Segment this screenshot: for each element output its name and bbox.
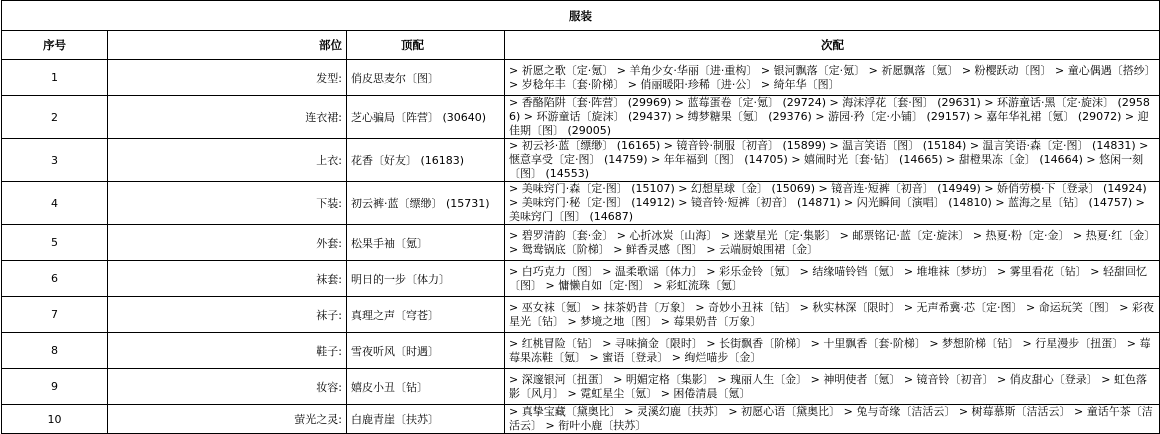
table-row	[2, 369, 1160, 405]
table-row	[2, 139, 1160, 182]
row-sub: > 真挚宝藏〔黛奥比〕 > 灵溪幻鹿〔扶苏〕 > 初愿心语〔黛奥比〕 > 兔与奇缘〔洁活云〕 > 树莓慕斯〔洁活云〕 > 童话午茶〔洁活云〕 > 衔叶小鹿〔扶苏〕	[505, 405, 1160, 434]
row-num: 3	[2, 139, 108, 182]
row-num: 10	[2, 405, 108, 434]
row-num: 5	[2, 225, 108, 261]
row-sub: > 巫女袜〔氪〕 > 抹茶奶昔〔万象〕 > 奇妙小丑袜〔钻〕 > 秋实林深〔限时〕 > 无声希冀·芯〔定·图〕 > 命运玩笑〔图〕 > 彩夜星光〔钻〕 > 梦境之地〔图〕 > 莓果奶昔〔万象〕	[505, 297, 1160, 333]
row-top: 明日的一步〔体力〕	[347, 261, 505, 297]
table-title-row	[2, 1, 1160, 31]
table-row	[2, 297, 1160, 333]
row-sub: > 碧罗清韵〔套·金〕 > 心折冰炭〔山海〕 > 迷蒙星光〔定·集影〕 > 邮票铭记·蓝〔定·旋沫〕 > 热夏·粉〔定·金〕 > 热夏·红〔金〕 > 鸳鸯锅底〔阶梯〕 > 鲜香灵感〔图〕 > 云端厨娘围裙〔金〕	[505, 225, 1160, 261]
row-top: 花香〔好友〕 (16183)	[347, 139, 505, 182]
row-num: 6	[2, 261, 108, 297]
row-sub: > 初云衫·蓝〔缥缈〕 (16165) > 镜音铃·制服〔初音〕 (15899) > 温言笑语〔图〕 (15184) > 温言笑语·森〔定·图〕 (14831) > 惬意享受〔定·图〕 (14759) > 年年福到〔图〕 (14705) > 嬉闹时光〔套·钻〕 (14665) > 甜橙果冻〔金〕 (14664) > 悠闲一刻〔图〕 (14553)	[505, 139, 1160, 182]
row-top: 嬉皮小丑〔钻〕	[347, 369, 505, 405]
table-row	[2, 333, 1160, 369]
header-sub: 次配	[505, 31, 1160, 60]
table-row	[2, 60, 1160, 96]
row-part: 妆容:	[108, 369, 347, 405]
row-num: 9	[2, 369, 108, 405]
row-sub: > 美味窍门·森〔定·图〕 (15107) > 幻想星球〔金〕 (15069) > 镜音连·短裤〔初音〕 (14949) > 娇俏劳模·下〔登录〕 (14924) > 美味窍门·秘〔定·图〕 (14912) > 镜音铃·短裤〔初音〕 (14871) > 闪光瞬间〔演唱〕 (14810) > 蓝海之星〔钻〕 (14757) > 美味窍门〔图〕 (14687)	[505, 182, 1160, 225]
row-top: 芝心骗局〔阵营〕 (30640)	[347, 96, 505, 139]
row-num: 4	[2, 182, 108, 225]
row-part: 连衣裙:	[108, 96, 347, 139]
row-num: 7	[2, 297, 108, 333]
table-header-row	[2, 31, 1160, 60]
row-part: 萤光之灵:	[108, 405, 347, 434]
row-sub: > 祈愿之歌〔定·氪〕 > 羊角少女·华丽〔进·重构〕 > 银河飘落〔定·氪〕 > 祈愿飘落〔氪〕 > 粉樱跃动〔图〕 > 童心偶遇〔搭纱〕 > 岁稔年丰〔套·阶梯〕 > 俏丽暖阳·珍稀〔进·公〕 > 绮年华〔图〕	[505, 60, 1160, 96]
row-num: 1	[2, 60, 108, 96]
row-sub: > 白巧克力〔图〕 > 温柔歌谣〔体力〕 > 彩乐金铃〔氪〕 > 结缘喵铃铛〔氪〕 > 堆堆袜〔梦坊〕 > 雾里看花〔钻〕 > 轻甜回忆〔图〕 > 慵懒自如〔定·图〕 > 彩虹流珠〔氪〕	[505, 261, 1160, 297]
row-top: 雪夜听风〔时遇〕	[347, 333, 505, 369]
header-top: 顶配	[347, 31, 505, 60]
row-sub: > 红桃冒险〔钻〕 > 寻味摘金〔限时〕 > 长街飘香〔阶梯〕 > 十里飘香〔套·阶梯〕 > 梦想阶梯〔钻〕 > 行星漫步〔扭蛋〕 > 莓莓果冻鞋〔氪〕 > 蜜语〔登录〕 > 绚烂喵步〔金〕	[505, 333, 1160, 369]
outfit-table	[1, 0, 1160, 434]
table-row	[2, 405, 1160, 434]
row-top: 松果手袖〔氪〕	[347, 225, 505, 261]
table-row	[2, 182, 1160, 225]
row-part: 袜子:	[108, 297, 347, 333]
row-top: 初云裤·蓝〔缥缈〕 (15731)	[347, 182, 505, 225]
row-sub: > 深邃银河〔扭蛋〕 > 明媚定格〔集影〕 > 瑰丽人生〔金〕 > 神明使者〔氪〕 > 镜音铃〔初音〕 > 俏皮甜心〔登录〕 > 虹色落影〔风月〕 > 霓虹星尘〔氪〕 > 困倦清晨〔氪〕	[505, 369, 1160, 405]
row-sub: > 香酪陷阱〔套·阵营〕 (29969) > 蓝莓蛋卷〔定·氪〕 (29724) > 海沫浮花〔套·图〕 (29631) > 环游童话·黑〔定·旋沫〕 (29586) > 环游童话〔旋沫〕 (29437) > 缚梦糖果〔氪〕 (29376) > 游园·矜〔定·小铺〕 (29157) > 嘉年华礼裙〔氪〕 (29072) > 迎佳期〔图〕 (29005)	[505, 96, 1160, 139]
row-part: 上衣:	[108, 139, 347, 182]
row-part: 鞋子:	[108, 333, 347, 369]
header-part: 部位	[108, 31, 347, 60]
header-num: 序号	[2, 31, 108, 60]
row-top: 真理之声〔穹苍〕	[347, 297, 505, 333]
row-part: 袜套:	[108, 261, 347, 297]
table-row	[2, 261, 1160, 297]
row-top: 白鹿青崖〔扶苏〕	[347, 405, 505, 434]
row-part: 下装:	[108, 182, 347, 225]
row-num: 2	[2, 96, 108, 139]
table-title: 服装	[2, 1, 1160, 31]
table-row	[2, 96, 1160, 139]
row-part: 发型:	[108, 60, 347, 96]
row-num: 8	[2, 333, 108, 369]
row-part: 外套:	[108, 225, 347, 261]
row-top: 俏皮思麦尔〔图〕	[347, 60, 505, 96]
table-row	[2, 225, 1160, 261]
